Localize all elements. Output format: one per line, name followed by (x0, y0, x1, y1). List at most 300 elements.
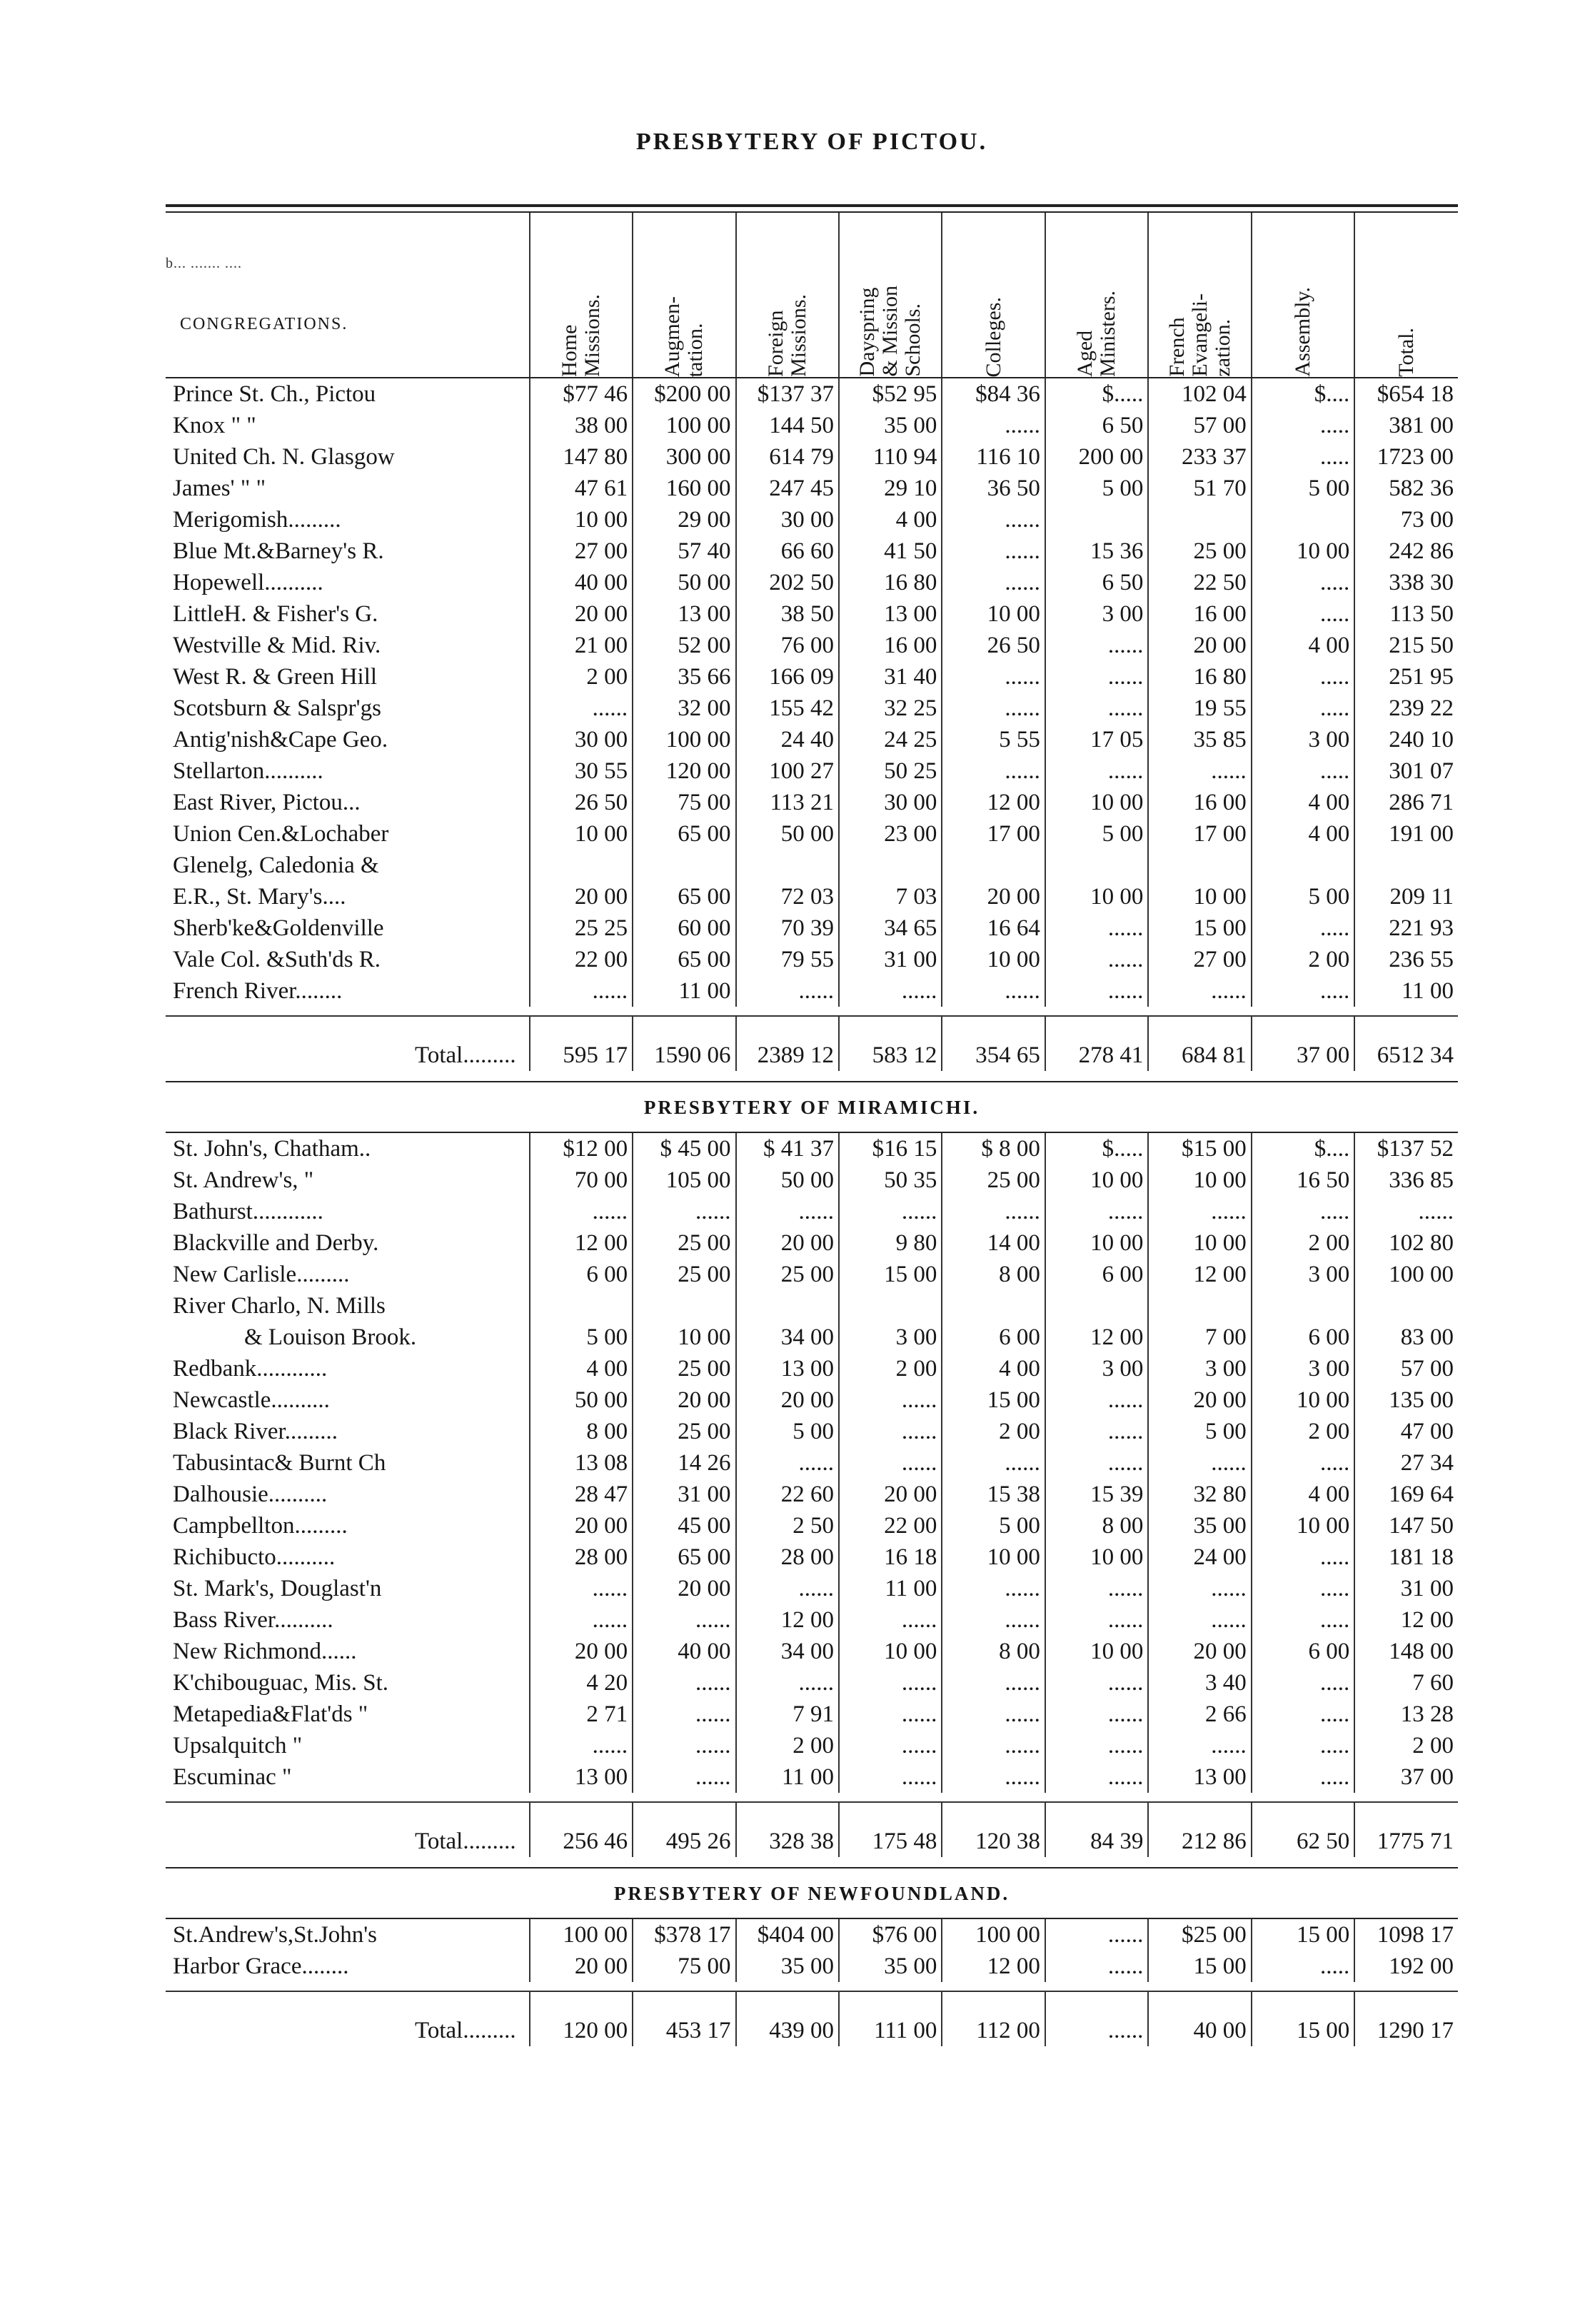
congregation-name: West R. & Green Hill (173, 664, 378, 690)
amount-cell: 35 00 (736, 1951, 839, 1982)
amount-cell (530, 850, 633, 881)
amount-cell: 286 71 (1354, 787, 1458, 818)
amount-cell: ...... (1045, 1384, 1148, 1416)
amount-cell: $.... (1252, 1133, 1354, 1164)
amount-cell: 110 94 (839, 441, 942, 473)
congregation-name: Merigomish......... (173, 507, 341, 533)
amount-cell: 5 00 (530, 1322, 633, 1353)
amount-cell: 6 00 (1252, 1322, 1354, 1353)
amount-cell: 31 00 (1354, 1573, 1458, 1604)
amount-cell: ...... (1045, 975, 1148, 1007)
amount-cell: 35 00 (839, 1951, 942, 1982)
amount-cell: ...... (1045, 944, 1148, 975)
amount-cell: 278 41 (1045, 1016, 1148, 1071)
amount-cell: 70 39 (736, 912, 839, 944)
amount-cell: ...... (1148, 1573, 1251, 1604)
amount-cell: 65 00 (633, 818, 735, 850)
amount-cell: 181 18 (1354, 1541, 1458, 1573)
amount-cell: 75 00 (633, 1951, 735, 1982)
amount-cell: 6 00 (1045, 1259, 1148, 1290)
amount-cell: ...... (839, 1447, 942, 1479)
amount-cell: 10 00 (1148, 1164, 1251, 1196)
table-row (166, 787, 1458, 818)
amount-cell: 1723 00 (1354, 441, 1458, 473)
amount-cell: 120 38 (942, 1802, 1045, 1857)
amount-cell: 247 45 (736, 473, 839, 504)
page-title: PRESBYTERY OF PICTOU. (635, 129, 988, 155)
amount-cell: 3 00 (1252, 1353, 1354, 1384)
amount-cell: 209 11 (1354, 881, 1458, 912)
amount-cell: 10 00 (1148, 881, 1251, 912)
amount-cell: ...... (942, 755, 1045, 787)
amount-cell: 155 42 (736, 693, 839, 724)
amount-cell: 20 00 (530, 598, 633, 630)
amount-cell: ...... (1045, 1991, 1148, 2046)
amount-cell (1354, 1290, 1458, 1322)
amount-cell: 13 28 (1354, 1699, 1458, 1730)
amount-cell (1045, 850, 1148, 881)
amount-cell: 3 00 (1252, 724, 1354, 755)
amount-cell: 25 00 (633, 1227, 735, 1259)
table-row (166, 598, 1458, 630)
amount-cell: $12 00 (530, 1133, 633, 1164)
spacer-row (166, 1007, 1458, 1016)
amount-cell: 50 25 (839, 755, 942, 787)
amount-cell: 10 00 (1148, 1227, 1251, 1259)
amount-cell: 27 00 (530, 535, 633, 567)
amount-cell: 684 81 (1148, 1016, 1251, 1071)
amount-cell: 10 00 (1045, 1164, 1148, 1196)
amount-cell: ...... (942, 1699, 1045, 1730)
amount-cell: ...... (839, 1604, 942, 1636)
amount-cell: 24 00 (1148, 1541, 1251, 1573)
amount-cell: 3 00 (1045, 1353, 1148, 1384)
amount-cell: 65 00 (633, 944, 735, 975)
amount-cell: 19 55 (1148, 693, 1251, 724)
amount-cell: ...... (633, 1196, 735, 1227)
amount-cell: ...... (839, 1416, 942, 1447)
amount-cell: 15 00 (1148, 912, 1251, 944)
congregation-name: Sherb'ke&Goldenville (173, 915, 384, 941)
amount-cell: 100 00 (530, 1919, 633, 1951)
amount-cell: 135 00 (1354, 1384, 1458, 1416)
amount-cell: 50 00 (633, 567, 735, 598)
amount-cell: 111 00 (839, 1991, 942, 2046)
amount-cell: ..... (1252, 1699, 1354, 1730)
amount-cell: ..... (1252, 410, 1354, 441)
amount-cell: 30 00 (839, 787, 942, 818)
amount-cell (1252, 1290, 1354, 1322)
amount-cell: ...... (839, 1761, 942, 1793)
amount-cell: 12 00 (1148, 1259, 1251, 1290)
congregation-name: Redbank............ (173, 1356, 328, 1382)
congregation-name: Westville & Mid. Riv. (173, 633, 381, 658)
amount-cell: ..... (1252, 1951, 1354, 1982)
amount-cell: 22 00 (530, 944, 633, 975)
congregation-name: Antig'nish&Cape Geo. (173, 727, 388, 753)
amount-cell: 3 00 (839, 1322, 942, 1353)
amount-cell: 2 71 (530, 1699, 633, 1730)
amount-cell: 28 47 (530, 1479, 633, 1510)
amount-cell: 50 00 (736, 1164, 839, 1196)
amount-cell: 60 00 (633, 912, 735, 944)
amount-cell: 4 00 (1252, 630, 1354, 661)
amount-cell: ...... (736, 1667, 839, 1699)
amount-cell: 2 66 (1148, 1699, 1251, 1730)
amount-cell: 495 26 (633, 1802, 735, 1857)
amount-cell: 10 00 (942, 944, 1045, 975)
amount-cell: ..... (1252, 567, 1354, 598)
congregation-name: Union Cen.&Lochaber (173, 821, 389, 847)
amount-cell: $25 00 (1148, 1919, 1251, 1951)
table-row (166, 441, 1458, 473)
amount-cell: 34 00 (736, 1322, 839, 1353)
amount-cell: 453 17 (633, 1991, 735, 2046)
amount-cell: 45 00 (633, 1510, 735, 1541)
amount-cell: 12 00 (736, 1604, 839, 1636)
amount-cell: 20 00 (839, 1479, 942, 1510)
amount-cell: ..... (1252, 661, 1354, 693)
table-row (166, 661, 1458, 693)
amount-cell: 21 00 (530, 630, 633, 661)
newfoundland-title: PRESBYTERY OF NEWFOUNDLAND. (613, 1883, 1010, 1904)
amount-cell: 144 50 (736, 410, 839, 441)
congregation-name: St. John's, Chatham.. (173, 1136, 371, 1162)
table-row (166, 1290, 1458, 1322)
amount-cell: 100 00 (633, 410, 735, 441)
amount-cell: ...... (839, 1667, 942, 1699)
amount-cell: 120 00 (633, 755, 735, 787)
amount-cell: ...... (633, 1699, 735, 1730)
congregation-name: Bass River.......... (173, 1607, 333, 1633)
congregation-name: Metapedia&Flat'ds " (173, 1701, 368, 1727)
amount-cell: ...... (1045, 1919, 1148, 1951)
table-row (166, 504, 1458, 535)
amount-cell: 2 00 (1252, 1416, 1354, 1447)
top-rule (166, 204, 1458, 207)
amount-cell: 52 00 (633, 630, 735, 661)
amount-cell: 47 00 (1354, 1416, 1458, 1447)
amount-cell: 34 00 (736, 1636, 839, 1667)
amount-cell: 16 80 (839, 567, 942, 598)
amount-cell: 57 00 (1354, 1353, 1458, 1384)
congregation-name: Upsalquitch " (173, 1733, 303, 1759)
table-row (166, 1604, 1458, 1636)
amount-cell: 212 86 (1148, 1802, 1251, 1857)
amount-cell: 38 50 (736, 598, 839, 630)
amount-cell: 25 00 (1148, 535, 1251, 567)
amount-cell: ...... (530, 693, 633, 724)
amount-cell: ..... (1252, 1541, 1354, 1573)
amount-cell: 120 00 (530, 1991, 633, 2046)
congregation-name: Richibucto.......... (173, 1544, 336, 1570)
amount-cell: 20 00 (736, 1384, 839, 1416)
amount-cell: ...... (1045, 1416, 1148, 1447)
amount-cell: 15 00 (1148, 1951, 1251, 1982)
amount-cell: ...... (1354, 1196, 1458, 1227)
amount-cell: 236 55 (1354, 944, 1458, 975)
amount-cell: 3 00 (1252, 1259, 1354, 1290)
congregation-name: Black River......... (173, 1419, 338, 1444)
congregation-name: St. Mark's, Douglast'n (173, 1576, 382, 1601)
amount-cell: 25 00 (633, 1259, 735, 1290)
amount-cell: 14 00 (942, 1227, 1045, 1259)
amount-cell: 300 00 (633, 441, 735, 473)
congregation-name: E.R., St. Mary's.... (173, 884, 346, 910)
amount-cell: 5 00 (942, 1510, 1045, 1541)
pictou-rows (166, 378, 1458, 1071)
amount-cell: 215 50 (1354, 630, 1458, 661)
table-row (166, 1227, 1458, 1259)
total-label: Total......... (166, 1802, 530, 1857)
amount-cell: ...... (736, 975, 839, 1007)
amount-cell: 50 35 (839, 1164, 942, 1196)
amount-cell (1354, 850, 1458, 881)
total-row (166, 1016, 1458, 1071)
congregation-name: Hopewell.......... (173, 570, 323, 595)
amount-cell: 233 37 (1148, 441, 1251, 473)
amount-cell: 15 00 (942, 1384, 1045, 1416)
amount-cell: 4 00 (1252, 818, 1354, 850)
amount-cell: ...... (1045, 1699, 1148, 1730)
amount-cell: 614 79 (736, 441, 839, 473)
congregation-name: James' " " (173, 476, 266, 501)
amount-cell: 10 00 (1045, 1227, 1148, 1259)
congregation-name: Blue Mt.&Barney's R. (173, 538, 384, 564)
amount-cell: 1590 06 (633, 1016, 735, 1071)
amount-cell: 10 00 (942, 598, 1045, 630)
amount-cell: 15 00 (839, 1259, 942, 1290)
amount-cell (942, 850, 1045, 881)
amount-cell: 20 00 (1148, 1636, 1251, 1667)
amount-cell: ...... (942, 661, 1045, 693)
amount-cell: 200 00 (1045, 441, 1148, 473)
amount-cell: 338 30 (1354, 567, 1458, 598)
amount-cell: 7 03 (839, 881, 942, 912)
amount-cell: ..... (1252, 1667, 1354, 1699)
miramichi-end-rule (166, 1867, 1458, 1868)
amount-cell: 24 40 (736, 724, 839, 755)
amount-cell: ..... (1252, 975, 1354, 1007)
congregation-name: Newcastle.......... (173, 1387, 330, 1413)
amount-cell: $76 00 (839, 1919, 942, 1951)
amount-cell: 7 91 (736, 1699, 839, 1730)
amount-cell (736, 850, 839, 881)
amount-cell: 6 00 (1252, 1636, 1354, 1667)
amount-cell: 12 00 (1354, 1604, 1458, 1636)
amount-cell (1148, 850, 1251, 881)
amount-cell: 35 00 (1148, 1510, 1251, 1541)
amount-cell: 10 00 (839, 1636, 942, 1667)
congregation-name: Glenelg, Caledonia & (173, 852, 379, 878)
amount-cell: 100 00 (942, 1919, 1045, 1951)
amount-cell: 105 00 (633, 1164, 735, 1196)
table-row (166, 1541, 1458, 1573)
amount-cell (633, 850, 735, 881)
congregation-name: Dalhousie.......... (173, 1482, 328, 1507)
congregation-name: Bathurst............ (173, 1199, 323, 1224)
amount-cell: 100 00 (633, 724, 735, 755)
amount-cell: 242 86 (1354, 535, 1458, 567)
congregation-name: French River........ (173, 978, 343, 1004)
amount-cell: 15 00 (1252, 1919, 1354, 1951)
amount-cell (1252, 504, 1354, 535)
amount-cell: ...... (942, 1196, 1045, 1227)
amount-cell: 57 40 (633, 535, 735, 567)
header-total: Total. (1354, 213, 1458, 378)
pictou-table (166, 213, 1458, 1071)
amount-cell: 62 50 (1252, 1802, 1354, 1857)
congregation-name: Vale Col. &Suth'ds R. (173, 947, 381, 972)
amount-cell: 4 00 (839, 504, 942, 535)
table-row (166, 1951, 1458, 1982)
congregation-name: K'chibouguac, Mis. St. (173, 1670, 389, 1696)
congregation-name: New Carlisle......... (173, 1262, 350, 1287)
table-row (166, 378, 1458, 410)
amount-cell: 102 80 (1354, 1227, 1458, 1259)
amount-cell: ...... (942, 410, 1045, 441)
amount-cell: 28 00 (530, 1541, 633, 1573)
amount-cell: 10 00 (1045, 787, 1148, 818)
amount-cell: $..... (1045, 1133, 1148, 1164)
amount-cell: 20 00 (633, 1573, 735, 1604)
amount-cell: 10 00 (1252, 1510, 1354, 1541)
amount-cell: $84 36 (942, 378, 1045, 410)
amount-cell: 15 38 (942, 1479, 1045, 1510)
amount-cell: ...... (530, 1730, 633, 1761)
amount-cell (1148, 504, 1251, 535)
amount-cell: 147 50 (1354, 1510, 1458, 1541)
amount-cell: 595 17 (530, 1016, 633, 1071)
amount-cell: 10 00 (1045, 881, 1148, 912)
congregation-name: St.Andrew's,St.John's (173, 1922, 378, 1948)
table-row (166, 630, 1458, 661)
amount-cell: $137 52 (1354, 1133, 1458, 1164)
amount-cell: 381 00 (1354, 410, 1458, 441)
amount-cell: 25 00 (942, 1164, 1045, 1196)
amount-cell: 16 50 (1252, 1164, 1354, 1196)
table-row (166, 1322, 1458, 1353)
amount-cell: 9 80 (839, 1227, 942, 1259)
amount-cell: 72 03 (736, 881, 839, 912)
amount-cell: ..... (1252, 912, 1354, 944)
amount-cell: 112 00 (942, 1991, 1045, 2046)
amount-cell: 31 00 (839, 944, 942, 975)
amount-cell: 17 00 (1148, 818, 1251, 850)
amount-cell: 251 95 (1354, 661, 1458, 693)
amount-cell: ...... (839, 1699, 942, 1730)
congregations-label: CONGREGATIONS. (180, 315, 348, 333)
amount-cell: $..... (1045, 378, 1148, 410)
amount-cell: 25 00 (633, 1416, 735, 1447)
amount-cell: 30 55 (530, 755, 633, 787)
table-row (166, 567, 1458, 598)
table-row (166, 1730, 1458, 1761)
amount-cell: 10 00 (1252, 535, 1354, 567)
amount-cell: 3 00 (1045, 598, 1148, 630)
amount-cell: $654 18 (1354, 378, 1458, 410)
amount-cell: 10 00 (530, 818, 633, 850)
amount-cell: 70 00 (530, 1164, 633, 1196)
amount-cell: 354 65 (942, 1016, 1045, 1071)
amount-cell: 20 00 (530, 1951, 633, 1982)
amount-cell: 20 00 (942, 881, 1045, 912)
spacer-row (166, 1793, 1458, 1802)
amount-cell: 301 07 (1354, 755, 1458, 787)
amount-cell: 16 00 (1148, 787, 1251, 818)
amount-cell: 16 00 (839, 630, 942, 661)
amount-cell: 20 00 (633, 1384, 735, 1416)
amount-cell: ...... (1148, 975, 1251, 1007)
congregation-name: Escuminac " (173, 1764, 292, 1790)
amount-cell: 13 08 (530, 1447, 633, 1479)
amount-cell: ...... (942, 1573, 1045, 1604)
amount-cell: ...... (633, 1604, 735, 1636)
table-row (166, 1573, 1458, 1604)
amount-cell: 15 39 (1045, 1479, 1148, 1510)
congregation-name: Tabusintac& Burnt Ch (173, 1450, 386, 1476)
amount-cell: ...... (1045, 693, 1148, 724)
amount-cell: 20 00 (736, 1227, 839, 1259)
amount-cell: 166 09 (736, 661, 839, 693)
amount-cell: 8 00 (942, 1259, 1045, 1290)
amount-cell: 4 00 (942, 1353, 1045, 1384)
table-row (166, 693, 1458, 724)
amount-cell: 40 00 (633, 1636, 735, 1667)
amount-cell (530, 1290, 633, 1322)
amount-cell (736, 1290, 839, 1322)
amount-cell: 10 00 (1045, 1636, 1148, 1667)
amount-cell: 2 00 (1252, 944, 1354, 975)
amount-cell: 22 60 (736, 1479, 839, 1510)
newfoundland-rows (166, 1919, 1458, 2046)
amount-cell: 47 61 (530, 473, 633, 504)
amount-cell: ...... (1045, 1761, 1148, 1793)
amount-cell: 40 00 (530, 567, 633, 598)
amount-cell (839, 850, 942, 881)
table-row (166, 473, 1458, 504)
amount-cell: ...... (1045, 630, 1148, 661)
amount-cell: 17 00 (942, 818, 1045, 850)
amount-cell: 4 00 (530, 1353, 633, 1384)
amount-cell: 29 10 (839, 473, 942, 504)
amount-cell: 13 00 (736, 1353, 839, 1384)
amount-cell: 102 04 (1148, 378, 1251, 410)
amount-cell: 11 00 (1354, 975, 1458, 1007)
amount-cell: ...... (942, 1667, 1045, 1699)
amount-cell: ..... (1252, 441, 1354, 473)
total-label: Total......... (166, 1016, 530, 1071)
congregation-name: Stellarton.......... (173, 758, 323, 784)
amount-cell: 16 80 (1148, 661, 1251, 693)
amount-cell: 12 00 (942, 787, 1045, 818)
congregation-name: Scotsburn & Salspr'gs (173, 695, 381, 721)
amount-cell: ...... (942, 693, 1045, 724)
congregation-name: New Richmond...... (173, 1639, 357, 1664)
congregation-name: Prince St. Ch., Pictou (173, 381, 376, 407)
header-foreign-missions: Foreign Missions. (736, 213, 839, 378)
table-row (166, 1164, 1458, 1196)
amount-cell: 7 60 (1354, 1667, 1458, 1699)
amount-cell: 51 70 (1148, 473, 1251, 504)
amount-cell: 20 00 (1148, 1384, 1251, 1416)
amount-cell: 31 00 (633, 1479, 735, 1510)
amount-cell: ...... (942, 1730, 1045, 1761)
amount-cell: 113 50 (1354, 598, 1458, 630)
table-row (166, 410, 1458, 441)
amount-cell (633, 1290, 735, 1322)
stamp-mark: b... ....... .... (166, 256, 242, 271)
